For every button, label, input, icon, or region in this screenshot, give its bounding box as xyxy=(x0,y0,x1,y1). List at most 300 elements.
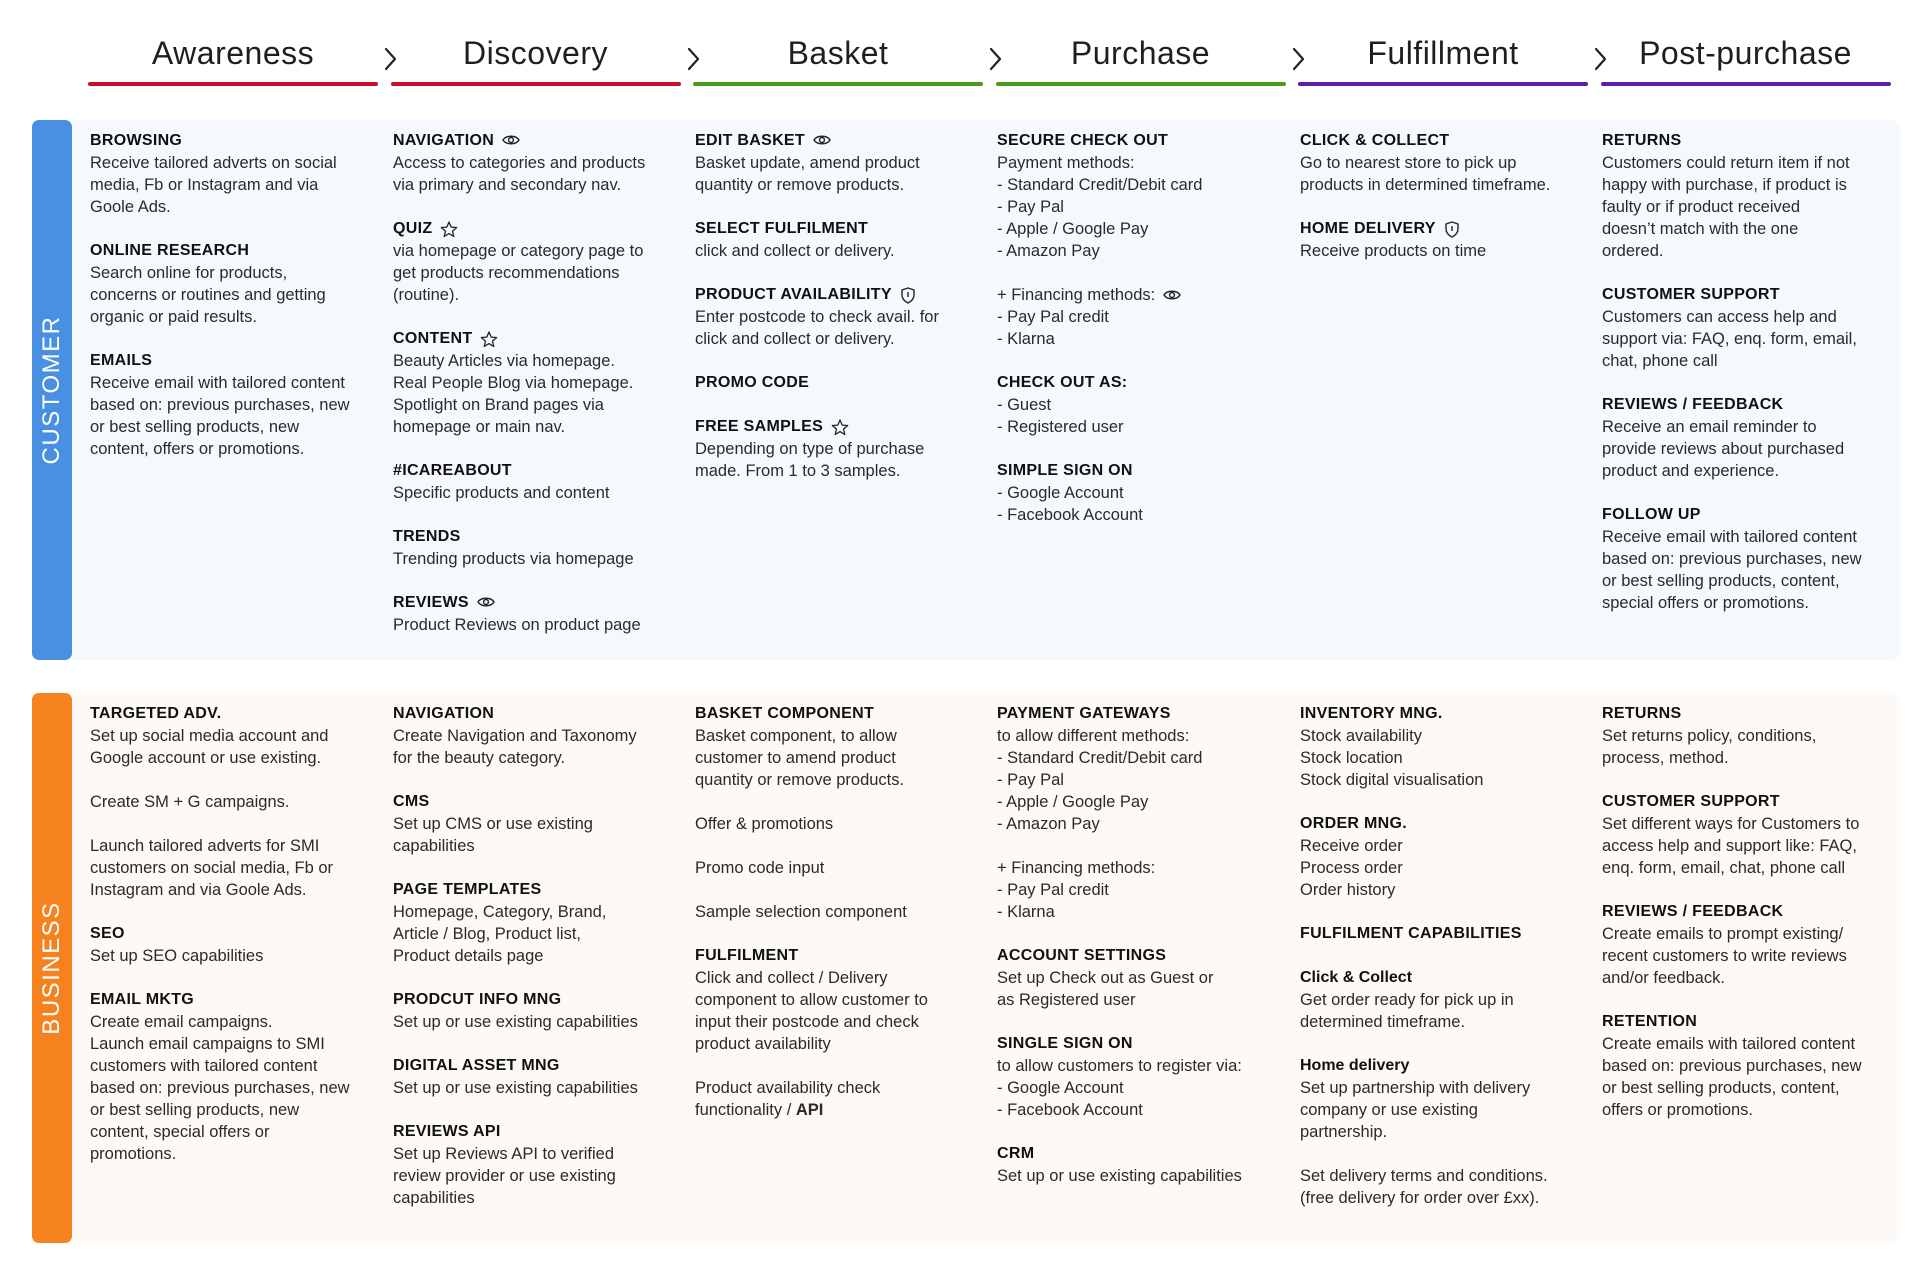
step-title xyxy=(393,460,678,482)
step-line-text: Go to nearest store to pick up xyxy=(1300,154,1517,172)
stage-post-purchase xyxy=(1601,28,1891,86)
step-line-text: Create emails to prompt existing/ xyxy=(1602,925,1844,943)
step-item xyxy=(1602,1011,1887,1121)
step-line-text: - Guest xyxy=(997,396,1052,414)
step-line xyxy=(1602,813,1887,835)
step-line-text: Order history xyxy=(1300,881,1396,899)
step-line xyxy=(997,240,1282,262)
step-line xyxy=(1602,1077,1887,1099)
step-line-text: - Apple / Google Pay xyxy=(997,793,1149,811)
step-line-text: Customers could return item if not xyxy=(1602,154,1850,172)
step-line-text: provide reviews about purchased xyxy=(1602,440,1845,458)
step-title-text: ONLINE RESEARCH xyxy=(90,242,250,259)
step-line-text: Real People Blog via homepage. xyxy=(393,374,634,392)
step-line xyxy=(1300,174,1585,196)
step-line xyxy=(997,1165,1282,1187)
step-line xyxy=(393,1143,678,1165)
step-line-text: Sample selection component xyxy=(695,903,907,921)
step-line-text: organic or paid results. xyxy=(90,308,257,326)
step-title xyxy=(997,1033,1282,1055)
step-line xyxy=(90,306,375,328)
step-line xyxy=(1602,438,1887,460)
step-line-text: via homepage or category page to xyxy=(393,242,644,260)
step-line-text: Enter postcode to check avail. for xyxy=(695,308,939,326)
step-line xyxy=(695,747,980,769)
step-line xyxy=(90,262,375,284)
step-title-text: ORDER MNG. xyxy=(1300,815,1407,832)
step-line-text: - Amazon Pay xyxy=(997,815,1100,833)
step-line-text: quantity or remove products. xyxy=(695,176,905,194)
step-item xyxy=(1300,813,1585,901)
step-line-text: Receive an email reminder to xyxy=(1602,418,1817,436)
step-item xyxy=(997,857,1282,923)
step-line xyxy=(1602,1099,1887,1121)
step-line-text: Spotlight on Brand pages via xyxy=(393,396,604,414)
step-line-text: Launch email campaigns to SMI xyxy=(90,1035,325,1053)
step-title xyxy=(393,1121,678,1143)
step-line xyxy=(1602,460,1887,482)
step-title-text: FULFILMENT CAPABILITIES xyxy=(1300,925,1522,942)
step-line xyxy=(1300,1187,1585,1209)
step-line-text: support via: FAQ, enq. form, email, xyxy=(1602,330,1857,348)
step-line-text: Stock digital visualisation xyxy=(1300,771,1484,789)
journey-stages xyxy=(88,28,1896,88)
stage-label: Discovery xyxy=(463,35,608,71)
business-column-fulfillment xyxy=(1300,703,1585,1231)
step-item xyxy=(1300,967,1585,1033)
step-title-text: SELECT FULFILMENT xyxy=(695,220,869,237)
step-line xyxy=(695,769,980,791)
step-item xyxy=(393,328,678,438)
step-item xyxy=(1300,923,1585,945)
step-line xyxy=(393,482,678,504)
step-line-text: - Pay Pal credit xyxy=(997,308,1109,326)
step-item xyxy=(393,130,678,196)
step-line-text: - Pay Pal xyxy=(997,198,1064,216)
step-line-text: concerns or routines and getting xyxy=(90,286,326,304)
step-title xyxy=(1300,813,1585,835)
step-line xyxy=(695,1033,980,1055)
step-line-text: Trending products via homepage xyxy=(393,550,634,568)
step-item xyxy=(90,791,375,813)
stage-label: Post-purchase xyxy=(1639,35,1852,71)
customer-column-post-purchase xyxy=(1602,130,1887,636)
step-line-text: component to allow customer to xyxy=(695,991,928,1009)
step-title xyxy=(695,130,980,152)
customer-column-awareness xyxy=(90,130,375,482)
step-line xyxy=(695,152,980,174)
step-line-text: - Standard Credit/Debit card xyxy=(997,176,1203,194)
step-title-text: ACCOUNT SETTINGS xyxy=(997,947,1167,964)
step-item xyxy=(90,923,375,967)
step-line-text: content, offers or promotions. xyxy=(90,440,305,458)
step-title xyxy=(997,460,1282,482)
step-line-text: Promo code input xyxy=(695,859,825,877)
step-line-text: Set up Check out as Guest or xyxy=(997,969,1214,987)
step-item xyxy=(393,460,678,504)
step-line xyxy=(1602,548,1887,570)
customer-column-basket xyxy=(695,130,980,504)
step-item xyxy=(1602,791,1887,879)
step-line xyxy=(90,1099,375,1121)
step-item xyxy=(393,989,678,1033)
step-title-text: BASKET COMPONENT xyxy=(695,705,875,722)
step-line-text: - Facebook Account xyxy=(997,506,1143,524)
step-title-text: PAYMENT GATEWAYS xyxy=(997,705,1171,722)
step-line-text: process, method. xyxy=(1602,749,1729,767)
step-line-text: Offer & promotions xyxy=(695,815,834,833)
step-line xyxy=(90,1011,375,1033)
step-line xyxy=(90,1033,375,1055)
step-item xyxy=(997,1143,1282,1187)
step-line-text: Product availability check xyxy=(695,1079,881,1097)
stage-label: Awareness xyxy=(151,35,315,71)
step-line xyxy=(1602,350,1887,372)
step-line xyxy=(997,901,1282,923)
step-item xyxy=(393,1055,678,1099)
customer-side-label xyxy=(32,120,72,660)
step-title xyxy=(1300,130,1585,152)
step-line xyxy=(90,438,375,460)
step-item xyxy=(997,945,1282,1011)
step-line-text: based on: previous purchases, new xyxy=(1602,1057,1862,1075)
step-item xyxy=(90,703,375,769)
step-line-text: Set up or use existing capabilities xyxy=(393,1079,638,1097)
step-line-text: Product Reviews on product page xyxy=(393,616,641,634)
step-item xyxy=(1602,394,1887,482)
step-line-text: Create SM + G campaigns. xyxy=(90,793,290,811)
step-title-text: Home delivery xyxy=(1300,1057,1410,1074)
step-line-text: Instagram and via Goole Ads. xyxy=(90,881,307,899)
step-line-text: products in determined timeframe. xyxy=(1300,176,1551,194)
step-line xyxy=(90,196,375,218)
step-line xyxy=(90,284,375,306)
step-line-text: Stock availability xyxy=(1300,727,1422,745)
customer-column-purchase xyxy=(997,130,1282,548)
step-title-text: DIGITAL ASSET MNG xyxy=(393,1057,560,1074)
step-line xyxy=(393,614,678,636)
step-line xyxy=(1300,879,1585,901)
step-line-text: Beauty Articles via homepage. xyxy=(393,352,615,370)
step-item xyxy=(695,945,980,1055)
step-item xyxy=(695,130,980,196)
step-line-text: Set up or use existing capabilities xyxy=(393,1013,638,1031)
step-title xyxy=(1300,967,1585,989)
step-title-text: BROWSING xyxy=(90,132,183,149)
step-line-text: Basket component, to allow xyxy=(695,727,897,745)
step-line-text: or best selling products, new xyxy=(90,1101,300,1119)
step-title-text: NAVIGATION xyxy=(393,705,495,722)
step-line-text: Access to categories and products xyxy=(393,154,646,172)
step-item xyxy=(997,130,1282,262)
step-line-text: Receive products on time xyxy=(1300,242,1487,260)
business-side-label xyxy=(32,693,72,1243)
step-title xyxy=(1602,284,1887,306)
step-line xyxy=(393,1187,678,1209)
step-line-text: customer to amend product xyxy=(695,749,896,767)
step-title xyxy=(393,879,678,901)
step-item xyxy=(393,879,678,967)
step-line-text: Set up CMS or use existing xyxy=(393,815,593,833)
step-title-text: PRODUCT AVAILABILITY xyxy=(695,286,892,303)
step-item xyxy=(1300,1055,1585,1143)
step-line xyxy=(695,1077,980,1099)
step-line xyxy=(1300,725,1585,747)
step-title-text: QUIZ xyxy=(393,220,433,237)
step-line xyxy=(90,791,375,813)
step-line xyxy=(1602,725,1887,747)
step-title xyxy=(90,130,375,152)
step-line xyxy=(393,394,678,416)
step-line xyxy=(1300,769,1585,791)
step-line xyxy=(695,328,980,350)
step-line xyxy=(997,1099,1282,1121)
step-line-text: special offers or promotions. xyxy=(1602,594,1809,612)
step-line xyxy=(997,791,1282,813)
step-title-text: REVIEWS xyxy=(393,594,469,611)
step-line-text: Payment methods: xyxy=(997,154,1135,172)
step-title-text: RETURNS xyxy=(1602,132,1682,149)
step-line-text: content, special offers or xyxy=(90,1123,270,1141)
step-line xyxy=(997,174,1282,196)
step-item xyxy=(1602,901,1887,989)
step-line xyxy=(997,218,1282,240)
step-line xyxy=(1602,592,1887,614)
step-line-text: - Google Account xyxy=(997,484,1124,502)
step-title xyxy=(1602,901,1887,923)
step-line-text: Set up social media account and xyxy=(90,727,329,745)
stage-basket xyxy=(693,28,983,86)
step-line xyxy=(997,284,1282,306)
step-line-text: + Financing methods: xyxy=(997,286,1156,304)
stage-underline xyxy=(693,82,983,86)
step-line-text: Homepage, Category, Brand, xyxy=(393,903,607,921)
step-item xyxy=(997,703,1282,835)
step-title xyxy=(90,240,375,262)
step-line-text: Specific products and content xyxy=(393,484,610,502)
step-title xyxy=(997,130,1282,152)
step-line xyxy=(90,372,375,394)
step-line-text: capabilities xyxy=(393,837,475,855)
step-line xyxy=(393,152,678,174)
step-line xyxy=(997,504,1282,526)
step-line-text: (free delivery for order over £xx). xyxy=(1300,1189,1540,1207)
step-line-text: or best selling products, content, xyxy=(1602,1079,1840,1097)
step-line xyxy=(997,967,1282,989)
step-title-text: Click & Collect xyxy=(1300,969,1413,986)
step-line xyxy=(1602,416,1887,438)
step-title xyxy=(997,1143,1282,1165)
step-line xyxy=(1300,1165,1585,1187)
step-line-text: Customers can access help and xyxy=(1602,308,1837,326)
step-title-text: PROMO CODE xyxy=(695,374,810,391)
step-line xyxy=(90,1055,375,1077)
step-title-text: EMAIL MKTG xyxy=(90,991,195,1008)
step-line-text: based on: previous purchases, new xyxy=(90,396,350,414)
step-line xyxy=(695,901,980,923)
step-line-text: functionality / xyxy=(695,1101,796,1119)
step-item xyxy=(90,835,375,901)
step-line-text: Get order ready for pick up in xyxy=(1300,991,1514,1009)
step-title xyxy=(90,703,375,725)
step-line xyxy=(393,725,678,747)
step-title xyxy=(695,372,980,394)
step-line-text: promotions. xyxy=(90,1145,177,1163)
step-line-text: Search online for products, xyxy=(90,264,288,282)
step-line xyxy=(1300,1121,1585,1143)
step-line xyxy=(1602,857,1887,879)
step-line-text: homepage or main nav. xyxy=(393,418,566,436)
step-title xyxy=(695,945,980,967)
step-item xyxy=(90,240,375,328)
step-line-text: - Google Account xyxy=(997,1079,1124,1097)
step-title-text: EDIT BASKET xyxy=(695,132,805,149)
step-line-text: Launch tailored adverts for SMI xyxy=(90,837,320,855)
business-column-awareness xyxy=(90,703,375,1187)
step-line-text: doesn’t match with the one xyxy=(1602,220,1799,238)
step-line xyxy=(997,989,1282,1011)
step-line xyxy=(393,1011,678,1033)
step-title-text: CUSTOMER SUPPORT xyxy=(1602,793,1780,810)
step-item xyxy=(1300,130,1585,196)
step-line-text: - Pay Pal xyxy=(997,771,1064,789)
step-item xyxy=(695,284,980,350)
step-line xyxy=(1602,967,1887,989)
step-line-text: or best selling products, content, xyxy=(1602,572,1840,590)
step-line xyxy=(1602,196,1887,218)
step-line xyxy=(1300,1099,1585,1121)
business-body xyxy=(72,693,1900,1243)
step-line-text: get products recommendations xyxy=(393,264,620,282)
step-item xyxy=(997,460,1282,526)
step-item xyxy=(90,130,375,218)
step-line xyxy=(393,262,678,284)
step-line-text: Product details page xyxy=(393,947,544,965)
step-title-text: FOLLOW UP xyxy=(1602,506,1701,523)
step-line-text: Create emails with tailored content xyxy=(1602,1035,1856,1053)
step-line-text: review provider or use existing xyxy=(393,1167,616,1185)
step-line xyxy=(1300,857,1585,879)
step-title xyxy=(997,703,1282,725)
step-line-text: Set returns policy, conditions, xyxy=(1602,727,1817,745)
step-line xyxy=(1602,306,1887,328)
step-item xyxy=(1300,1165,1585,1209)
star-icon xyxy=(480,331,498,347)
step-title-text: CUSTOMER SUPPORT xyxy=(1602,286,1780,303)
step-line-text: ordered. xyxy=(1602,242,1664,260)
step-line-text: Stock location xyxy=(1300,749,1403,767)
step-title-text: NAVIGATION xyxy=(393,132,495,149)
step-line xyxy=(1602,240,1887,262)
stage-underline xyxy=(1601,82,1891,86)
step-item xyxy=(90,989,375,1165)
step-line xyxy=(695,1011,980,1033)
step-line xyxy=(695,725,980,747)
step-item xyxy=(695,703,980,791)
step-title-text: #ICAREABOUT xyxy=(393,462,512,479)
eye-icon xyxy=(502,133,520,149)
step-line xyxy=(997,769,1282,791)
step-line xyxy=(997,747,1282,769)
step-title-text: TARGETED ADV. xyxy=(90,705,222,722)
step-item xyxy=(695,857,980,879)
step-item xyxy=(393,791,678,857)
business-panel xyxy=(32,693,1900,1243)
star-icon xyxy=(440,221,458,237)
step-line-text: Click and collect / Delivery xyxy=(695,969,888,987)
step-line xyxy=(1300,152,1585,174)
step-line-text: Article / Blog, Product list, xyxy=(393,925,581,943)
step-line-text: - Pay Pal credit xyxy=(997,881,1109,899)
step-title xyxy=(997,945,1282,967)
step-title-text: PRODCUT INFO MNG xyxy=(393,991,562,1008)
step-line xyxy=(695,989,980,1011)
step-title xyxy=(90,350,375,372)
step-line-text: for the beauty category. xyxy=(393,749,566,767)
step-line-text: to allow customers to register via: xyxy=(997,1057,1242,1075)
step-line xyxy=(90,879,375,901)
step-title-text: FREE SAMPLES xyxy=(695,418,824,435)
step-line-text: access help and support like: FAQ, xyxy=(1602,837,1857,855)
step-line-text: and/or feedback. xyxy=(1602,969,1725,987)
step-line-text: determined timeframe. xyxy=(1300,1013,1466,1031)
step-line xyxy=(393,835,678,857)
step-line xyxy=(997,857,1282,879)
step-title-text: RETENTION xyxy=(1602,1013,1698,1030)
business-column-basket xyxy=(695,703,980,1143)
step-line-text: Set up or use existing capabilities xyxy=(997,1167,1242,1185)
step-line xyxy=(90,416,375,438)
step-line-text: Set up partnership with delivery xyxy=(1300,1079,1531,1097)
step-line xyxy=(695,306,980,328)
step-line-text: - Apple / Google Pay xyxy=(997,220,1149,238)
stage-label: Purchase xyxy=(1070,35,1211,71)
step-item xyxy=(695,901,980,923)
step-line xyxy=(90,835,375,857)
step-line xyxy=(997,152,1282,174)
step-line xyxy=(1602,923,1887,945)
step-item xyxy=(1602,703,1887,769)
step-line-text: Set up Reviews API to verified xyxy=(393,1145,615,1163)
step-title xyxy=(695,703,980,725)
step-item xyxy=(1300,703,1585,791)
step-line-text: Receive tailored adverts on social xyxy=(90,154,337,172)
step-title xyxy=(1300,218,1585,240)
step-line xyxy=(997,725,1282,747)
customer-title: CUSTOMER xyxy=(38,315,65,465)
step-title xyxy=(393,130,678,152)
step-title xyxy=(1602,504,1887,526)
step-line-text: company or use existing xyxy=(1300,1101,1478,1119)
step-line xyxy=(393,901,678,923)
step-line xyxy=(1300,989,1585,1011)
step-item xyxy=(1300,218,1585,262)
stage-fulfillment xyxy=(1298,28,1588,86)
step-title xyxy=(1300,1055,1585,1077)
step-line-text: or best selling products, new xyxy=(90,418,300,436)
step-title-text: CMS xyxy=(393,793,430,810)
step-title xyxy=(393,526,678,548)
step-title xyxy=(1602,703,1887,725)
step-title xyxy=(1602,1011,1887,1033)
step-title xyxy=(90,989,375,1011)
step-item xyxy=(393,1121,678,1209)
step-line-text: input their postcode and check xyxy=(695,1013,919,1031)
step-line xyxy=(90,725,375,747)
step-title xyxy=(393,218,678,240)
step-item xyxy=(1602,130,1887,262)
step-line-text: Set different ways for Customers to xyxy=(1602,815,1860,833)
